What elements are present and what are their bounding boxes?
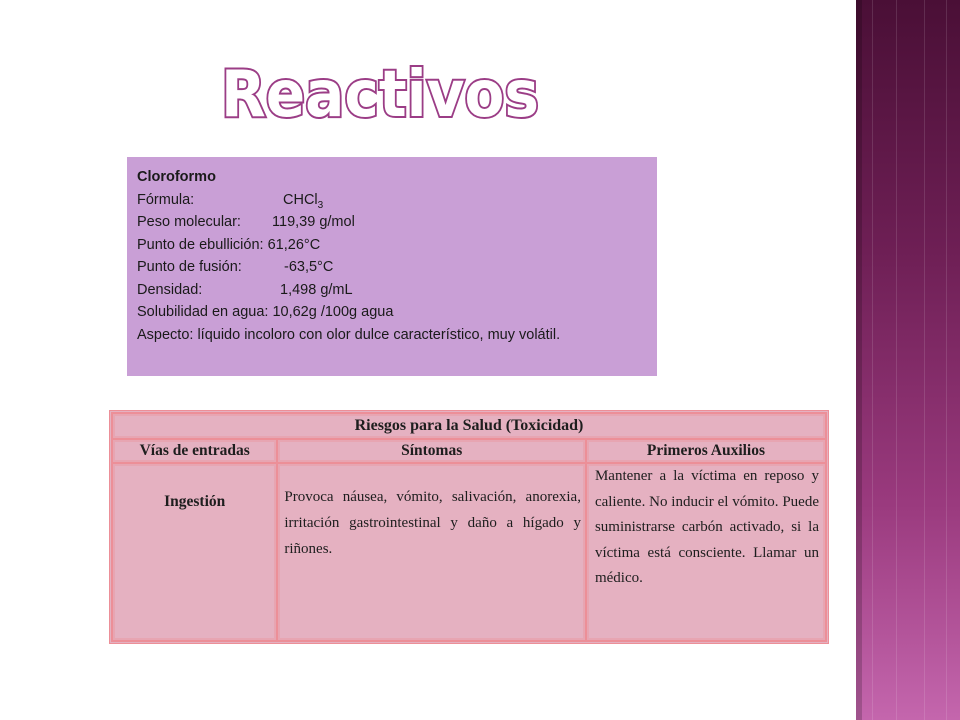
formula-label: Fórmula: [137, 191, 195, 208]
boiling-point-row [137, 234, 647, 257]
solubility-value: 10,62g /100g agua [272, 304, 394, 320]
properties-panel [127, 157, 657, 376]
band-stripe [924, 0, 925, 720]
caption-row [112, 413, 826, 439]
symptoms-cell: Provoca náusea, vómito, salivación, anorexia, irritación gastrointestinal y daño a hígado y riñones. [277, 463, 586, 641]
aspect-value: líquido incoloro con olor dulce característico, muy volátil. [197, 326, 561, 343]
header-route: Vías de entradas [112, 439, 277, 463]
aspect-row [137, 324, 647, 347]
formula-value [283, 191, 324, 211]
header-first-aid: Primeros Auxilios [586, 439, 826, 463]
density-value: 1,498 g/mL [280, 281, 353, 298]
formula-subscript: 3 [317, 199, 324, 211]
boiling-point-value: 61,26°C [267, 236, 321, 253]
molecular-weight-value: 119,39 g/mol [272, 214, 355, 230]
header-row [112, 439, 826, 463]
first-aid-cell: Mantener a la víctima en reposo y caliente. No inducir el vómito. Puede suministrarse carbón activado, si la víctima está consciente. Llamar un médico. [586, 463, 826, 641]
formula-base: CHCl [283, 191, 318, 208]
band-stripe [896, 0, 897, 720]
aspect-label: Aspecto: [137, 326, 194, 343]
header-symptoms: Síntomas [277, 439, 586, 463]
formula-row [137, 189, 647, 212]
density-label: Densidad: [137, 281, 203, 298]
boiling-point-label: Punto de ebullición: [137, 236, 264, 253]
band-stripe [946, 0, 947, 720]
solubility-label: Solubilidad en agua: [137, 304, 269, 320]
molecular-weight-row [137, 211, 647, 234]
table-caption: Riesgos para la Salud (Toxicidad) [112, 413, 826, 439]
density-row [137, 279, 647, 302]
melting-point-row [137, 256, 647, 279]
slide-title-text: Reactivos [221, 58, 539, 132]
compound-name: Cloroformo [137, 169, 216, 185]
route-cell: Ingestión [112, 463, 277, 641]
table-row [112, 463, 826, 641]
slide-title-art [216, 48, 556, 138]
risk-table [109, 410, 829, 644]
melting-point-value: -63,5°C [284, 259, 334, 275]
molecular-weight-label: Peso molecular: [137, 214, 241, 230]
melting-point-label: Punto de fusión: [137, 259, 242, 275]
slide-title [216, 48, 556, 138]
solubility-row [137, 301, 647, 324]
band-stripe [872, 0, 873, 720]
